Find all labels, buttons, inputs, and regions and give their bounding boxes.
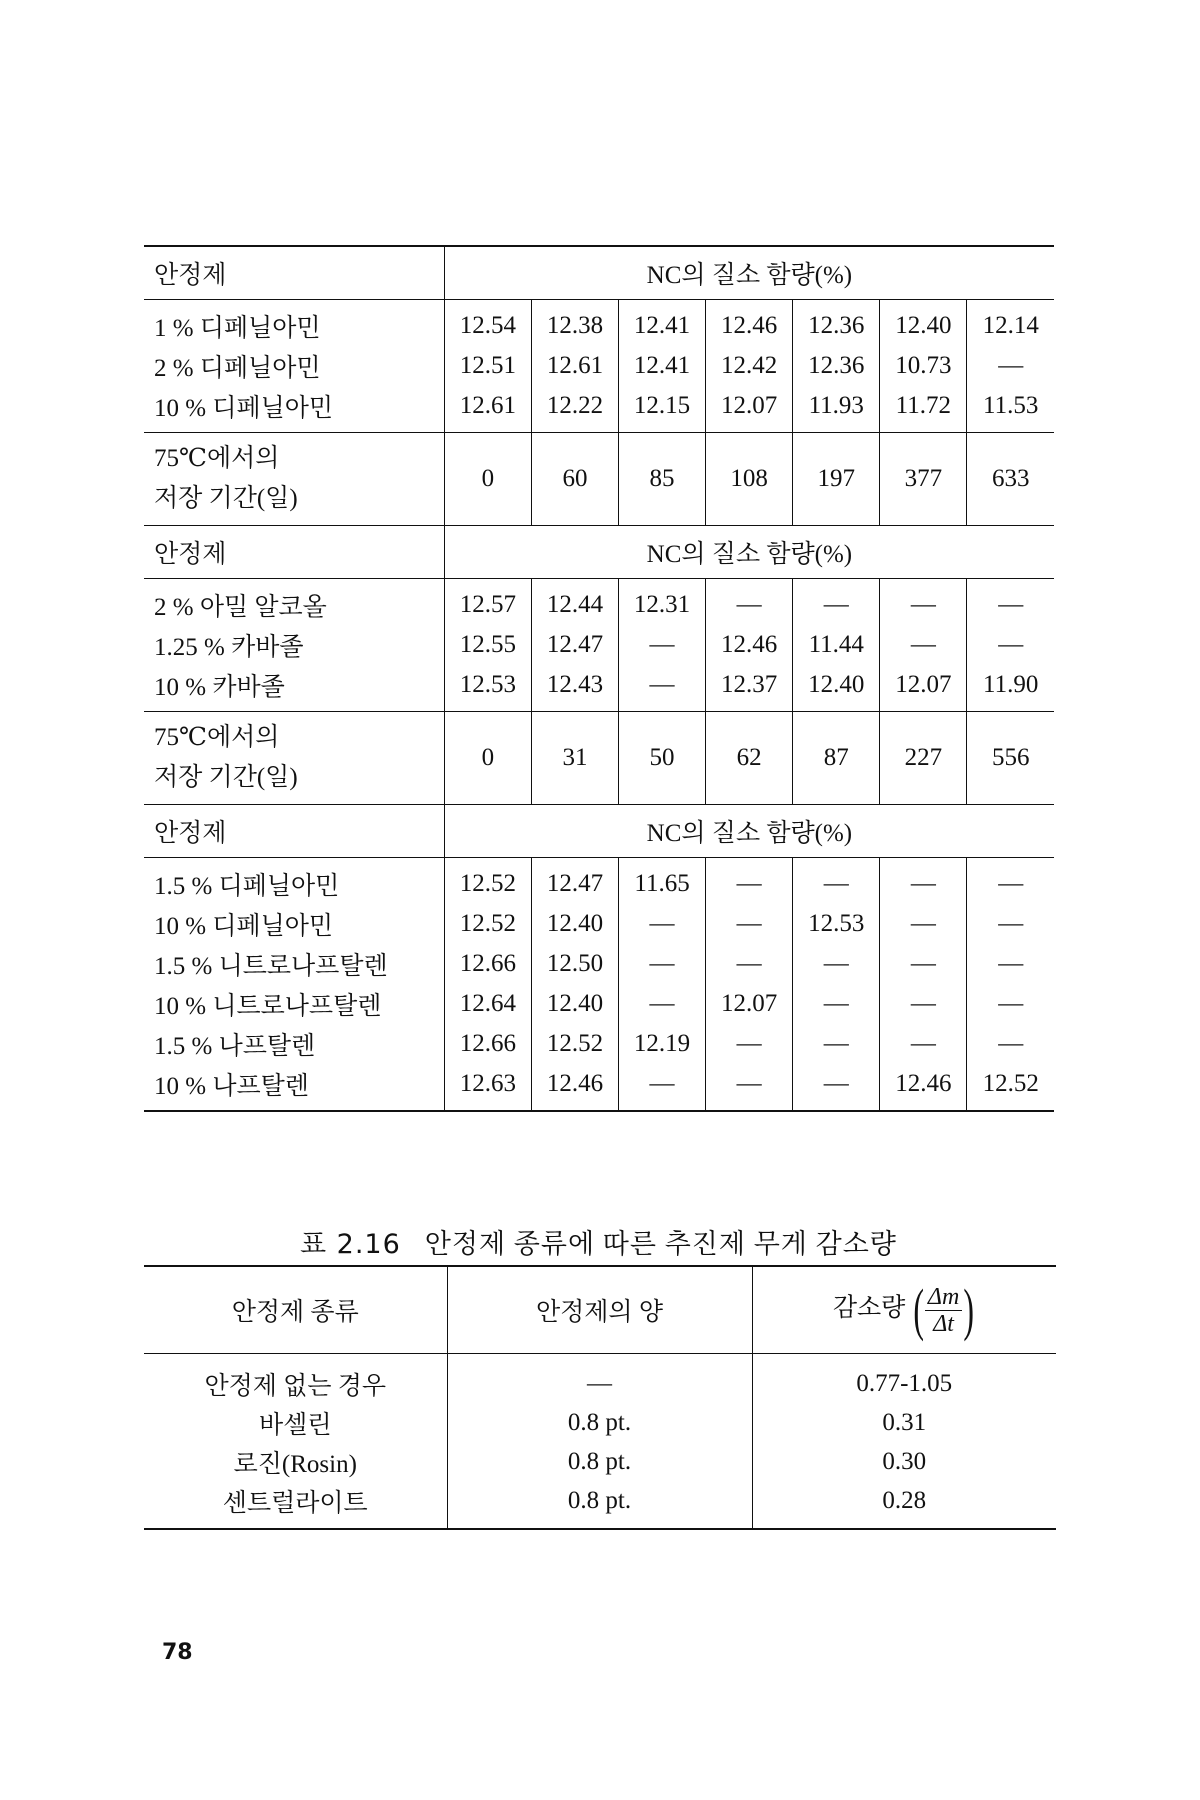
- nitrogen-value-cell: —: [619, 984, 706, 1024]
- nitrogen-value-cell: 12.40: [793, 665, 880, 712]
- nitrogen-value-cell: 12.46: [880, 1064, 967, 1111]
- nitrogen-value-cell: —: [706, 1024, 793, 1064]
- cell-type: 바셀린: [144, 1403, 447, 1442]
- table-number: 표 2.16: [300, 1229, 401, 1260]
- nitrogen-content-header: NC의 질소 함량(%): [444, 246, 1054, 300]
- cell-amount: —: [447, 1354, 752, 1404]
- nitrogen-value-cell: 12.66: [444, 944, 531, 984]
- stabilizer-label: 10 % 디페닐아민: [144, 386, 444, 433]
- nitrogen-value-cell: 12.15: [619, 386, 706, 433]
- table1-group-header: [144, 526, 1054, 579]
- nitrogen-value-cell: 12.61: [531, 346, 618, 386]
- nitrogen-value-cell: 12.47: [531, 625, 618, 665]
- nc-nitrogen-content-table: [144, 245, 1054, 1112]
- storage-label-line1: 75℃에서의: [154, 445, 280, 472]
- nitrogen-value-cell: 12.07: [706, 386, 793, 433]
- storage-period-label: [144, 433, 444, 526]
- storage-days-cell: 197: [793, 433, 880, 526]
- cell-loss: 0.31: [882, 1408, 927, 1436]
- cell-loss: 0.77-1.05: [856, 1369, 953, 1397]
- nitrogen-value-cell: —: [880, 944, 967, 984]
- nitrogen-value-cell: —: [880, 1024, 967, 1064]
- nitrogen-value-cell: 12.52: [444, 904, 531, 944]
- cell-type: 안정제 없는 경우: [144, 1354, 447, 1404]
- stabilizer-label: 10 % 나프탈렌: [144, 1064, 444, 1111]
- nitrogen-value-cell: —: [706, 944, 793, 984]
- nitrogen-value-cell: 12.40: [531, 904, 618, 944]
- table-row: [144, 300, 1054, 347]
- cell-loss: 0.28: [752, 1481, 1056, 1529]
- storage-period-row: [144, 433, 1054, 526]
- nitrogen-value-cell: 12.40: [880, 300, 967, 347]
- fraction-numerator: Δm: [925, 1284, 962, 1311]
- stabilizer-label: 2 % 디페닐아민: [144, 346, 444, 386]
- table-caption: [300, 1222, 900, 1261]
- nitrogen-value-cell: 12.63: [444, 1064, 531, 1111]
- table2-header-row: [144, 1266, 1056, 1354]
- nitrogen-value-cell: 11.93: [793, 386, 880, 433]
- table1-body: [144, 246, 1054, 1111]
- nitrogen-value-cell: 12.46: [706, 625, 793, 665]
- nitrogen-value-cell: 12.61: [444, 386, 531, 433]
- nitrogen-value-cell: 12.51: [444, 346, 531, 386]
- nitrogen-value-cell: 12.55: [444, 625, 531, 665]
- fraction-denominator: Δt: [933, 1310, 954, 1337]
- storage-days-cell: 60: [531, 433, 618, 526]
- table-row: [144, 579, 1054, 626]
- nitrogen-value-cell: 12.19: [619, 1024, 706, 1064]
- nitrogen-value-cell: 12.07: [706, 984, 793, 1024]
- storage-period-row: [144, 712, 1054, 805]
- storage-days-cell: 85: [619, 433, 706, 526]
- nitrogen-value-cell: —: [619, 1064, 706, 1111]
- nitrogen-value-cell: 11.90: [983, 671, 1039, 698]
- page-number: 78: [162, 1640, 193, 1665]
- nitrogen-value-cell: 12.43: [531, 665, 618, 712]
- nitrogen-value-cell: 12.36: [793, 346, 880, 386]
- cell-amount: 0.8 pt.: [447, 1442, 752, 1481]
- nitrogen-value-cell: 12.66: [444, 1024, 531, 1064]
- nitrogen-value-cell: —: [706, 1064, 793, 1111]
- table-row: [144, 625, 1054, 665]
- table-row: [144, 858, 1054, 905]
- storage-days-cell: 633: [967, 433, 1054, 526]
- nitrogen-value-cell: 12.53: [793, 904, 880, 944]
- table-row: [144, 1024, 1054, 1064]
- nitrogen-value-cell: —: [706, 858, 793, 905]
- header-weight-loss-label: 감소량: [832, 1294, 906, 1322]
- storage-days-cell: 50: [619, 712, 706, 805]
- nitrogen-value-cell: 12.14: [967, 300, 1054, 347]
- nitrogen-value-cell: 12.22: [531, 386, 618, 433]
- cell-amount: 0.8 pt.: [447, 1481, 752, 1529]
- nitrogen-value-cell: —: [998, 1030, 1024, 1057]
- nitrogen-value-cell: —: [998, 352, 1024, 379]
- nitrogen-value-cell: —: [793, 984, 880, 1024]
- storage-days-cell: 87: [793, 712, 880, 805]
- header-weight-loss: [752, 1266, 1056, 1354]
- storage-days-cell: 0: [444, 712, 531, 805]
- table1-group-header: [144, 246, 1054, 300]
- stabilizer-label: 1.5 % 나프탈렌: [144, 1024, 444, 1064]
- nitrogen-value-cell: —: [880, 579, 967, 626]
- nitrogen-value-cell: —: [967, 579, 1054, 626]
- storage-days-cell: 556: [967, 712, 1054, 805]
- nitrogen-value-cell: 12.46: [531, 1064, 618, 1111]
- nitrogen-value-cell: 12.41: [619, 300, 706, 347]
- table-row: [144, 944, 1054, 984]
- nitrogen-value-cell: —: [793, 1064, 880, 1111]
- nitrogen-value-cell: 12.36: [793, 300, 880, 347]
- storage-days-cell: 227: [880, 712, 967, 805]
- nitrogen-value-cell: 12.50: [531, 944, 618, 984]
- nitrogen-value-cell: —: [793, 858, 880, 905]
- nitrogen-value-cell: —: [793, 944, 880, 984]
- table-row: [144, 1064, 1054, 1111]
- nitrogen-content-header: NC의 질소 함량(%): [646, 541, 853, 568]
- nitrogen-value-cell: 12.57: [444, 579, 531, 626]
- storage-days-cell: 108: [706, 433, 793, 526]
- stabilizer-label: 2 % 아밀 알코올: [144, 579, 444, 626]
- table-title: 안정제 종류에 따른 추진제 무게 감소량: [424, 1229, 897, 1259]
- nitrogen-value-cell: 12.07: [880, 665, 967, 712]
- stabilizer-label: 1.5 % 니트로나프탈렌: [144, 944, 444, 984]
- cell-amount: 0.8 pt.: [447, 1403, 752, 1442]
- nitrogen-value-cell: 12.47: [531, 858, 618, 905]
- nitrogen-value-cell: —: [998, 990, 1024, 1017]
- nitrogen-value-cell: 11.44: [793, 625, 880, 665]
- nitrogen-value-cell: —: [880, 984, 967, 1024]
- table-row: [144, 1403, 1056, 1442]
- table-row: [144, 984, 1054, 1024]
- weight-loss-table: [144, 1265, 1056, 1530]
- nitrogen-value-cell: 11.72: [880, 386, 967, 433]
- header-stabilizer-amount: 안정제의 양: [447, 1266, 752, 1354]
- nitrogen-value-cell: 12.31: [619, 579, 706, 626]
- nitrogen-value-cell: 12.64: [444, 984, 531, 1024]
- stabilizer-label: 1.25 % 카바졸: [144, 625, 444, 665]
- storage-label-line2: 저장 기간(일): [154, 485, 298, 512]
- storage-days-cell: 0: [444, 433, 531, 526]
- nitrogen-value-cell: —: [793, 579, 880, 626]
- nitrogen-value-cell: —: [880, 904, 967, 944]
- nitrogen-value-cell: 11.53: [983, 392, 1039, 419]
- nitrogen-value-cell: —: [880, 858, 967, 905]
- nitrogen-value-cell: —: [619, 904, 706, 944]
- stabilizer-label: 10 % 니트로나프탈렌: [144, 984, 444, 1024]
- stabilizer-label: 1.5 % 디페닐아민: [144, 858, 444, 905]
- nitrogen-value-cell: —: [880, 625, 967, 665]
- stabilizer-header: 안정제: [144, 526, 444, 579]
- table-row: [144, 1354, 1056, 1404]
- storage-label-line2: 저장 기간(일): [154, 764, 298, 791]
- cell-type: 센트럴라이트: [144, 1481, 447, 1529]
- storage-days-cell: 377: [880, 433, 967, 526]
- storage-label-line1: 75℃에서의: [154, 724, 280, 751]
- nitrogen-value-cell: 12.46: [706, 300, 793, 347]
- table-row: [144, 346, 1054, 386]
- storage-period-label: [144, 712, 444, 805]
- nitrogen-value-cell: —: [619, 665, 706, 712]
- nitrogen-value-cell: 12.41: [619, 346, 706, 386]
- cell-type: 로진(Rosin): [144, 1442, 447, 1481]
- stabilizer-label: 1 % 디페닐아민: [144, 300, 444, 347]
- nitrogen-value-cell: 10.73: [880, 346, 967, 386]
- storage-days-cell: 31: [531, 712, 618, 805]
- nitrogen-value-cell: 12.52: [967, 1064, 1054, 1111]
- nitrogen-value-cell: —: [967, 858, 1054, 905]
- nitrogen-content-header: NC의 질소 함량(%): [646, 820, 853, 847]
- nitrogen-value-cell: 12.44: [531, 579, 618, 626]
- nitrogen-value-cell: 12.52: [531, 1024, 618, 1064]
- table1-group-header: [144, 805, 1054, 858]
- table-row: [144, 386, 1054, 433]
- storage-days-cell: 62: [706, 712, 793, 805]
- nitrogen-value-cell: 12.42: [706, 346, 793, 386]
- stabilizer-header: 안정제: [144, 805, 444, 858]
- nitrogen-value-cell: 12.53: [444, 665, 531, 712]
- table-row: [144, 665, 1054, 712]
- nitrogen-value-cell: —: [619, 944, 706, 984]
- nitrogen-value-cell: —: [998, 910, 1024, 937]
- stabilizer-label: 10 % 디페닐아민: [144, 904, 444, 944]
- table-row: [144, 904, 1054, 944]
- nitrogen-value-cell: —: [998, 950, 1024, 977]
- header-stabilizer-type: 안정제 종류: [144, 1266, 447, 1354]
- nitrogen-value-cell: 12.38: [531, 300, 618, 347]
- nitrogen-value-cell: 11.65: [619, 858, 706, 905]
- nitrogen-value-cell: —: [706, 904, 793, 944]
- table-row: [144, 1481, 1056, 1529]
- stabilizer-header: 안정제: [144, 246, 444, 300]
- nitrogen-value-cell: 12.40: [531, 984, 618, 1024]
- nitrogen-value-cell: 12.54: [444, 300, 531, 347]
- stabilizer-label: 10 % 카바졸: [144, 665, 444, 712]
- nitrogen-value-cell: —: [619, 625, 706, 665]
- cell-loss: 0.30: [882, 1447, 927, 1475]
- delta-m-over-delta-t: ( $\frac{\Delta m}{\Delta t}$ ): [912, 1277, 975, 1342]
- table-row: [144, 1442, 1056, 1481]
- nitrogen-value-cell: —: [793, 1024, 880, 1064]
- nitrogen-value-cell: 12.37: [706, 665, 793, 712]
- nitrogen-value-cell: —: [998, 631, 1024, 658]
- nitrogen-value-cell: —: [706, 579, 793, 626]
- table2-body: [144, 1266, 1056, 1529]
- nitrogen-value-cell: 12.52: [444, 858, 531, 905]
